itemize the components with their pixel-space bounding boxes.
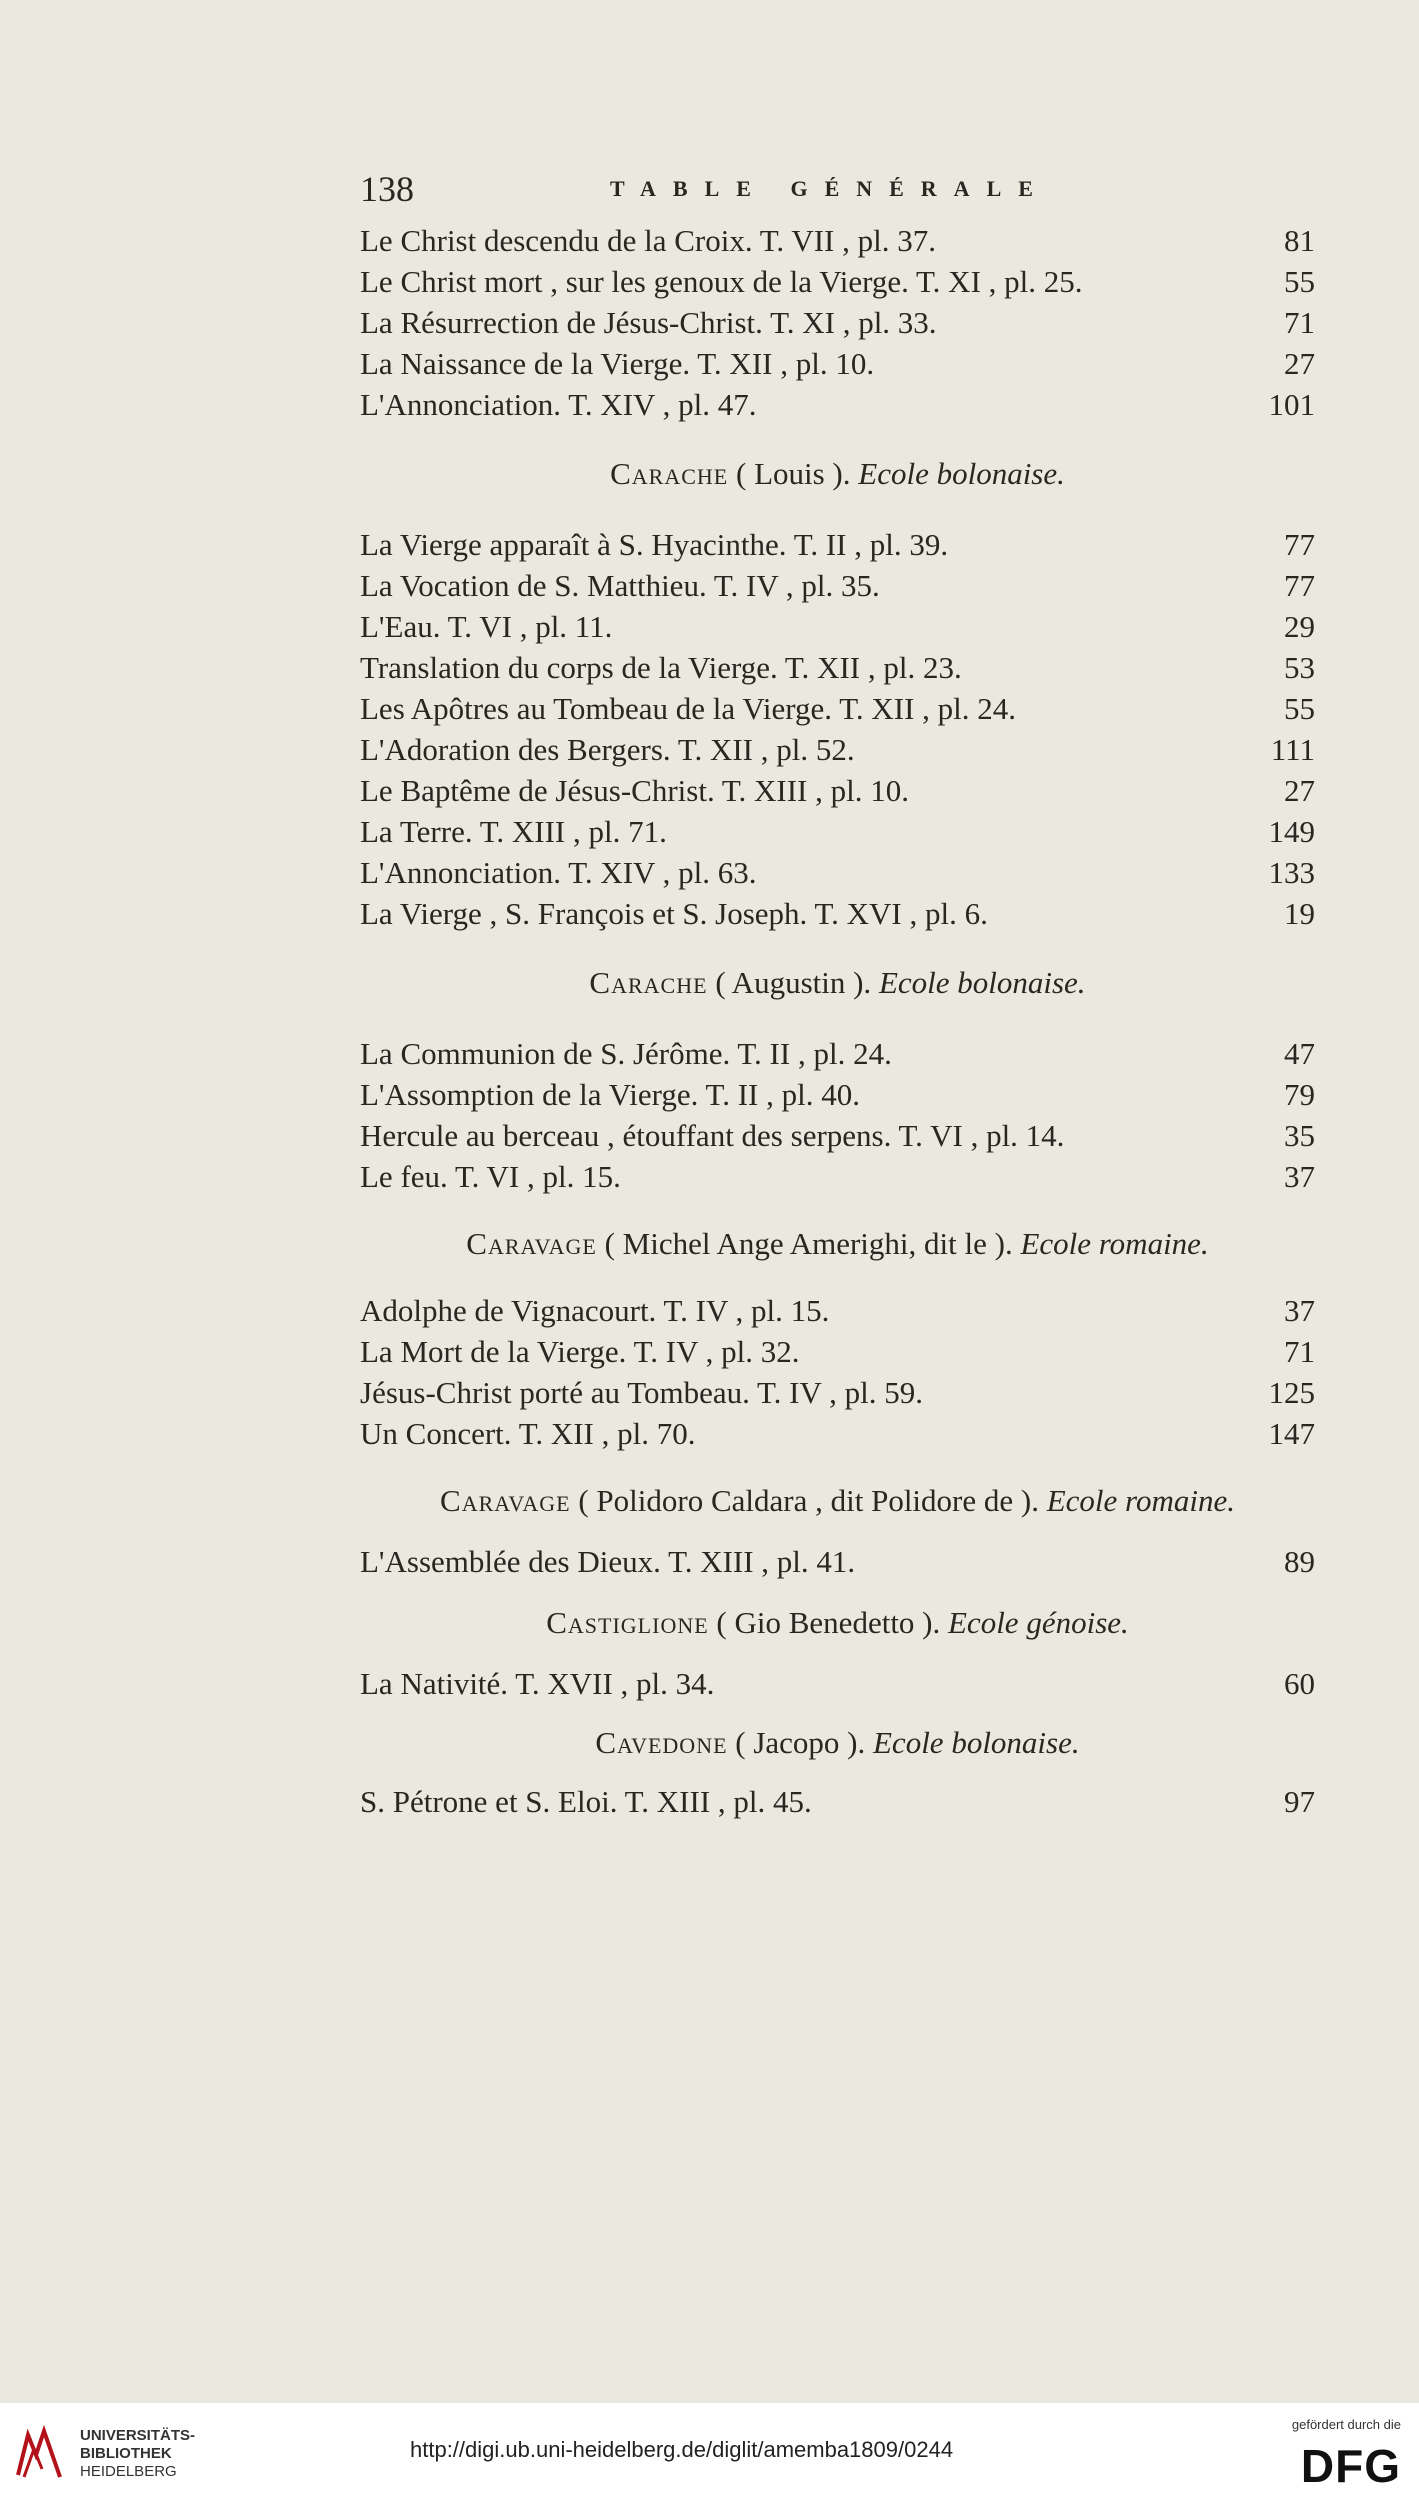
index-entry: Un Concert. T. XII , pl. 70. 147	[360, 1413, 1315, 1454]
entry-page: 71	[1284, 1334, 1315, 1369]
entry-page: 81	[1284, 223, 1315, 258]
entry-page: 27	[1284, 346, 1315, 381]
entry-page: 29	[1284, 609, 1315, 644]
index-entry: S. Pétrone et S. Eloi. T. XIII , pl. 45. 97	[360, 1781, 1315, 1822]
entry-page: 77	[1284, 568, 1315, 603]
entry-page: 37	[1284, 1159, 1315, 1194]
index-entry: Adolphe de Vignacourt. T. IV , pl. 15. 37	[360, 1290, 1315, 1331]
index-entry: La Naissance de la Vierge. T. XII , pl. 10. 27	[360, 343, 1315, 384]
index-entry: La Communion de S. Jérôme. T. II , pl. 24. 47	[360, 1033, 1315, 1074]
index-entry: Le Christ mort , sur les genoux de la Vierge. T. XI , pl. 25. 55	[360, 261, 1315, 302]
entry-page: 71	[1284, 305, 1315, 340]
artist-heading: Carache ( Louis ). Ecole bolonaise.	[610, 456, 1065, 491]
library-name[interactable]: UNIVERSITÄTS- BIBLIOTHEK HEIDELBERG	[80, 2427, 196, 2480]
index-entry: La Vierge apparaît à S. Hyacinthe. T. II , pl. 39. 77	[360, 524, 1315, 565]
entry-page: 147	[1268, 1416, 1315, 1451]
artist-heading: Carache ( Augustin ). Ecole bolonaise.	[589, 965, 1086, 1000]
index-entry: L'Assomption de la Vierge. T. II , pl. 40. 79	[360, 1074, 1315, 1115]
entry-page: 79	[1284, 1077, 1315, 1112]
index-entry: L'Adoration des Bergers. T. XII , pl. 52. 111	[360, 729, 1315, 770]
index-entry: Translation du corps de la Vierge. T. XII , pl. 23. 53	[360, 647, 1315, 688]
index-entry: La Mort de la Vierge. T. IV , pl. 32. 71	[360, 1331, 1315, 1372]
dfg-logo[interactable]: DFG	[1300, 2440, 1401, 2492]
entry-page: 125	[1268, 1375, 1315, 1410]
entry-page: 55	[1284, 691, 1315, 726]
index-entry: Le Baptême de Jésus-Christ. T. XIII , pl. 10. 27	[360, 770, 1315, 811]
entry-page: 19	[1284, 896, 1315, 931]
artist-heading: Cavedone ( Jacopo ). Ecole bolonaise.	[595, 1725, 1080, 1760]
index-entry: L'Annonciation. T. XIV , pl. 47. 101	[360, 384, 1315, 425]
index-entry: Le feu. T. VI , pl. 15. 37	[360, 1156, 1315, 1197]
page-header	[360, 168, 1310, 218]
index-entry: La Résurrection de Jésus-Christ. T. XI , pl. 33. 71	[360, 302, 1315, 343]
artist-heading: Caravage ( Polidoro Caldara , dit Polidore de ). Ecole romaine.	[440, 1483, 1235, 1518]
entry-page: 35	[1284, 1118, 1315, 1153]
library-logo-icon	[14, 2425, 64, 2483]
entry-page: 149	[1268, 814, 1315, 849]
index-entry: Les Apôtres au Tombeau de la Vierge. T. XII , pl. 24. 55	[360, 688, 1315, 729]
entry-page: 133	[1268, 855, 1315, 890]
funding-note: gefördert durch die	[1291, 2417, 1401, 2432]
index-block	[360, 1033, 1315, 1197]
entry-page: 27	[1284, 773, 1315, 808]
index-entry: Hercule au berceau , étouffant des serpens. T. VI , pl. 14. 35	[360, 1115, 1315, 1156]
index-content	[360, 220, 1315, 1822]
index-entry: L'Assemblée des Dieux. T. XIII , pl. 41. 89	[360, 1541, 1315, 1582]
index-entry: La Vierge , S. François et S. Joseph. T. XVI , pl. 6. 19	[360, 893, 1315, 934]
entry-page: 111	[1270, 732, 1315, 767]
index-block	[360, 1663, 1315, 1704]
index-entry: La Vocation de S. Matthieu. T. IV , pl. 35. 77	[360, 565, 1315, 606]
artist-heading: Caravage ( Michel Ange Amerighi, dit le ). Ecole romaine.	[466, 1226, 1209, 1261]
entry-page: 55	[1284, 264, 1315, 299]
viewer-footer	[0, 2403, 1419, 2503]
entry-page: 101	[1268, 387, 1315, 422]
artist-heading: Castiglione ( Gio Benedetto ). Ecole génoise.	[546, 1605, 1129, 1640]
entry-page: 47	[1284, 1036, 1315, 1071]
entry-page: 89	[1284, 1544, 1315, 1579]
index-entry: La Nativité. T. XVII , pl. 34. 60	[360, 1663, 1315, 1704]
index-block	[360, 1290, 1315, 1454]
index-entry: Le Christ descendu de la Croix. T. VII , pl. 37. 81	[360, 220, 1315, 261]
index-block	[360, 1541, 1315, 1582]
index-entry: La Terre. T. XIII , pl. 71. 149	[360, 811, 1315, 852]
page-number: 138	[360, 169, 414, 209]
entry-page: 97	[1284, 1784, 1315, 1819]
entry-page: 37	[1284, 1293, 1315, 1328]
index-entry: L'Annonciation. T. XIV , pl. 63. 133	[360, 852, 1315, 893]
index-block	[360, 220, 1315, 425]
index-block	[360, 1781, 1315, 1822]
index-block	[360, 524, 1315, 934]
entry-page: 53	[1284, 650, 1315, 685]
entry-page: 60	[1284, 1666, 1315, 1701]
index-entry: L'Eau. T. VI , pl. 11. 29	[360, 606, 1315, 647]
running-title: TABLE GÉNÉRALE	[610, 176, 1050, 201]
entry-page: 77	[1284, 527, 1315, 562]
permalink[interactable]: http://digi.ub.uni-heidelberg.de/diglit/amemba1809/0244	[410, 2437, 954, 2462]
index-entry: Jésus-Christ porté au Tombeau. T. IV , pl. 59. 125	[360, 1372, 1315, 1413]
